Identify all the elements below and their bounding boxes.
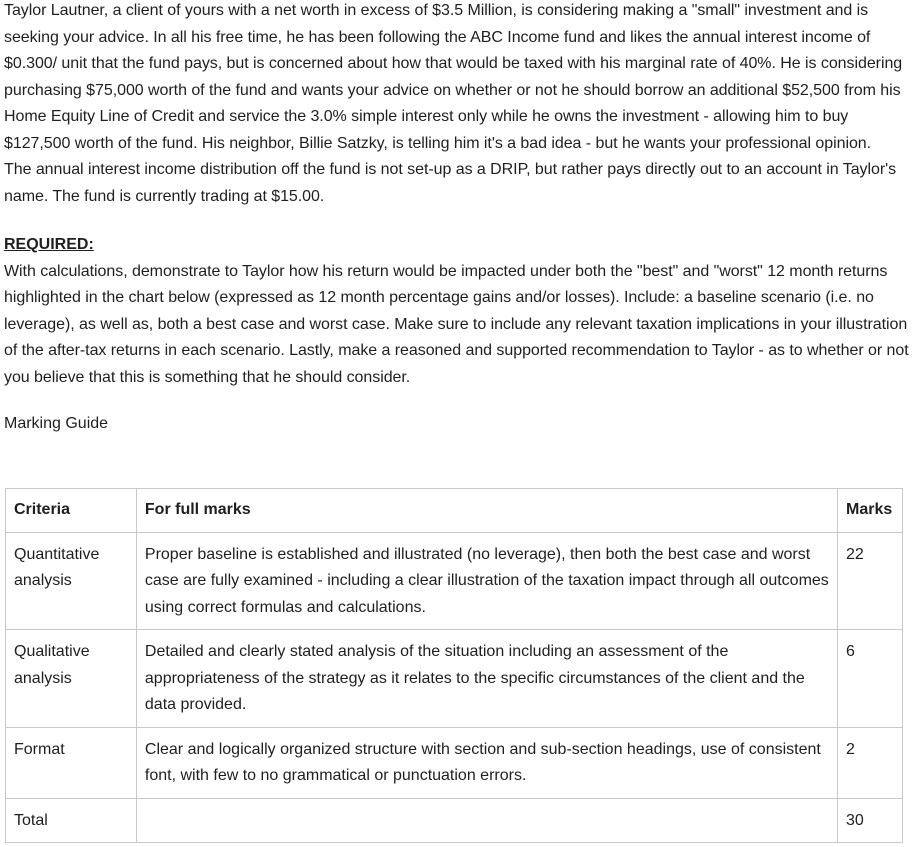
criteria-cell: Format	[6, 727, 137, 798]
marking-guide-title: Marking Guide	[4, 415, 109, 432]
intro-paragraph-1: Taylor Lautner, a client of yours with a net worth in excess of $3.5 Million, is considering making a "small" investment and is seeking your advice. In all his free time, he has been following the ABC Income fund and likes the annual interest income of $0.300/ unit that the fund pays, but is concerned about how that would be taxed with his marginal rate of 40%. He is considering purchasing $75,000 worth of the fund and wants your advice on whether or not he should borrow an additional $52,500 from his Home Equity Line of Credit and service the 3.0% simple interest only while he owns the investment - allowing him to buy $127,500 worth of the fund. His neighbor, Billie Satzky, is telling him it's a bad idea - but he wants your professional opinion.	[4, 2, 903, 152]
document-body	[4, 0, 910, 438]
header-marks: Marks	[837, 489, 902, 533]
description-cell: Detailed and clearly stated analysis of the situation including an assessment of the appropriateness of the strategy as it relates to the specific circumstances of the client and the data provided.	[136, 630, 837, 728]
criteria-cell: Total	[6, 798, 137, 843]
description-cell	[136, 798, 837, 843]
table-row	[6, 727, 903, 798]
table-header-row	[6, 489, 903, 533]
criteria-cell: Quantitative analysis	[6, 532, 137, 630]
marks-cell: 22	[837, 532, 902, 630]
criteria-cell: Qualitative analysis	[6, 630, 137, 728]
table-row	[6, 532, 903, 630]
required-text: With calculations, demonstrate to Taylor how his return would be impacted under both the "best" and "worst" 12 month returns highlighted in the chart below (expressed as 12 month percentage gains and/or losses). Include: a baseline scenario (i.e. no leverage), as well as, both a best case and worst case. Make sure to include any relevant taxation implications in your illustration of the after-tax returns in each scenario. Lastly, make a reasoned and supported recommendation to Taylor - as to whether or not you believe that this is something that he should consider.	[4, 262, 909, 386]
description-cell: Clear and logically organized structure with section and sub-section headings, use of consistent font, with few to no grammatical or punctuation errors.	[136, 727, 837, 798]
marking-guide-table	[5, 488, 903, 843]
header-full-marks: For full marks	[136, 489, 837, 533]
marks-cell: 6	[837, 630, 902, 728]
intro-paragraph-2: The annual interest income distribution off the fund is not set-up as a DRIP, but rather pays directly out to an account in Taylor's name. The fund is currently trading at $15.00.	[4, 161, 897, 205]
table-row	[6, 630, 903, 728]
header-criteria: Criteria	[6, 489, 137, 533]
table-total-row	[6, 798, 903, 843]
marks-cell: 30	[837, 798, 902, 843]
description-cell: Proper baseline is established and illustrated (no leverage), then both the best case and worst case are fully examined - including a clear illustration of the taxation impact through all outcomes using correct formulas and calculations.	[136, 532, 837, 630]
marks-cell: 2	[837, 727, 902, 798]
required-heading: REQUIRED:	[4, 236, 94, 253]
